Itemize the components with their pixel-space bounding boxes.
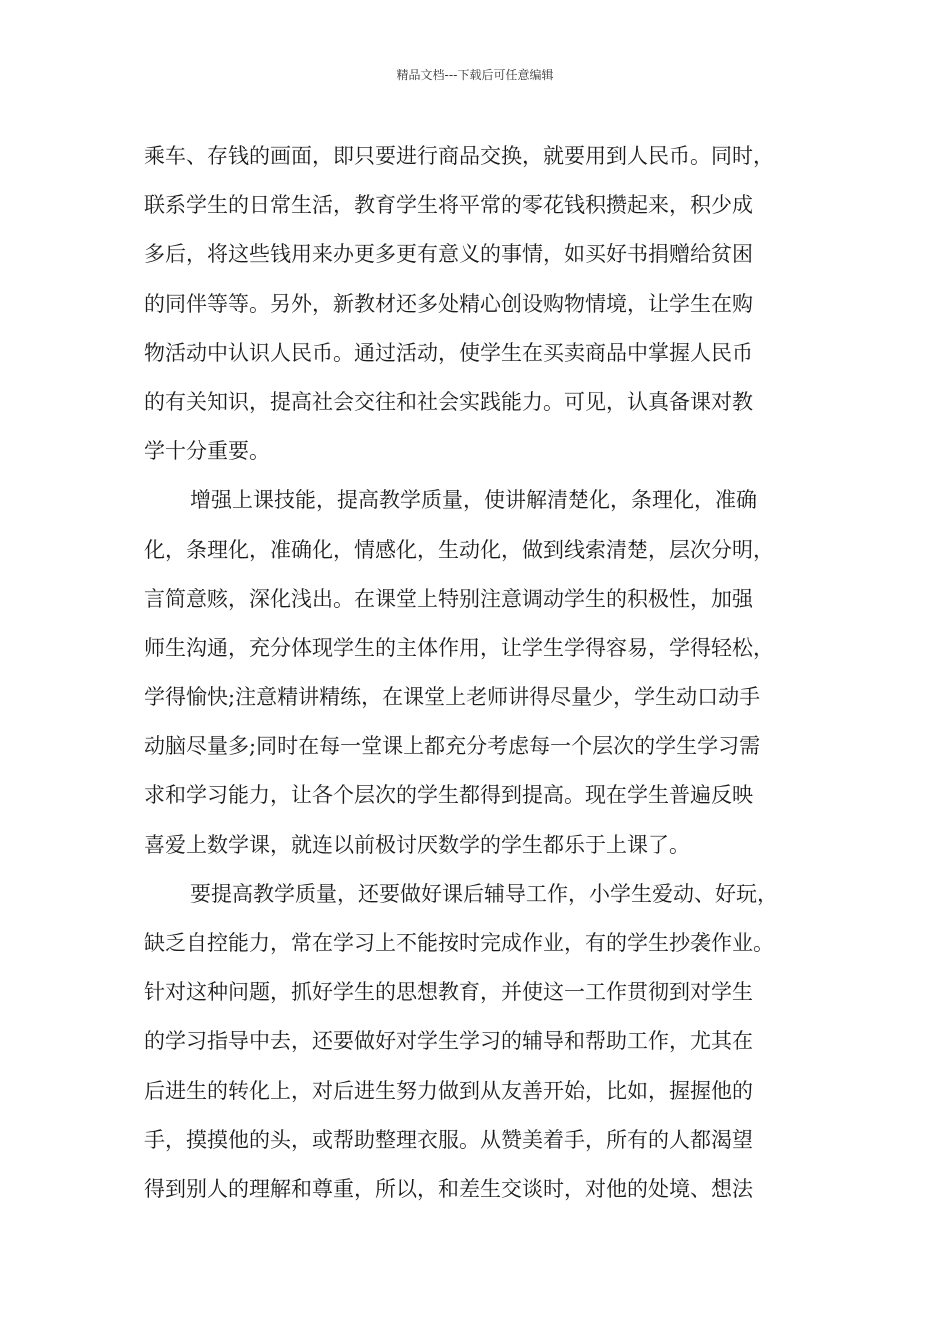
text-line: 缺乏自控能力，常在学习上不能按时完成作业，有的学生抄袭作业。 bbox=[144, 931, 774, 955]
page-header: 精品文档---下载后可任意编辑 bbox=[396, 68, 554, 82]
text-line: 化，条理化，准确化，情感化，生动化，做到线索清楚，层次分明， bbox=[144, 537, 774, 562]
text-line: 针对这种问题，抓好学生的思想教育，并使这一工作贯彻到对学生 bbox=[144, 980, 753, 1005]
text-line: 动脑尽量多;同时在每一堂课上都充分考虑每一个层次的学生学习需 bbox=[144, 734, 761, 759]
text-line: 学得愉快;注意精讲精练，在课堂上老师讲得尽量少，学生动口动手 bbox=[144, 685, 761, 710]
paragraph-first-line: 要提高教学质量，还要做好课后辅导工作，小学生爱动、好玩， bbox=[190, 881, 778, 906]
text-line: 言简意赅，深化浅出。在课堂上特别注意调动学生的积极性，加强 bbox=[144, 586, 753, 611]
text-line: 学十分重要。 bbox=[144, 439, 270, 464]
text-line: 的学习指导中去，还要做好对学生学习的辅导和帮助工作，尤其在 bbox=[144, 1029, 753, 1054]
text-line: 师生沟通，充分体现学生的主体作用，让学生学得容易，学得轻松， bbox=[144, 635, 774, 660]
text-line: 喜爱上数学课，就连以前极讨厌数学的学生都乐于上课了。 bbox=[144, 832, 690, 857]
text-line: 乘车、存钱的画面，即只要进行商品交换，就要用到人民币。同时， bbox=[144, 144, 774, 168]
paragraph-first-line: 增强上课技能，提高教学质量，使讲解清楚化，条理化，准确 bbox=[190, 488, 757, 513]
text-line: 手，摸摸他的头，或帮助整理衣服。从赞美着手，所有的人都渴望 bbox=[144, 1127, 753, 1152]
text-line: 后进生的转化上，对后进生努力做到从友善开始，比如，握握他的 bbox=[144, 1078, 753, 1103]
body-text bbox=[144, 132, 824, 1214]
text-line: 求和学习能力，让各个层次的学生都得到提高。现在学生普遍反映 bbox=[144, 783, 753, 808]
text-line: 物活动中认识人民币。通过活动，使学生在买卖商品中掌握人民币 bbox=[144, 340, 753, 365]
text-line: 多后，将这些钱用来办更多更有意义的事情，如买好书捐赠给贫困 bbox=[144, 242, 753, 267]
text-line: 联系学生的日常生活，教育学生将平常的零花钱积攒起来，积少成 bbox=[144, 193, 753, 218]
text-line: 得到别人的理解和尊重，所以，和差生交谈时，对他的处境、想法 bbox=[144, 1176, 753, 1201]
text-line: 的同伴等等。另外，新教材还多处精心创设购物情境，让学生在购 bbox=[144, 291, 753, 316]
text-line: 的有关知识，提高社会交往和社会实践能力。可见，认真备课对教 bbox=[144, 389, 753, 414]
